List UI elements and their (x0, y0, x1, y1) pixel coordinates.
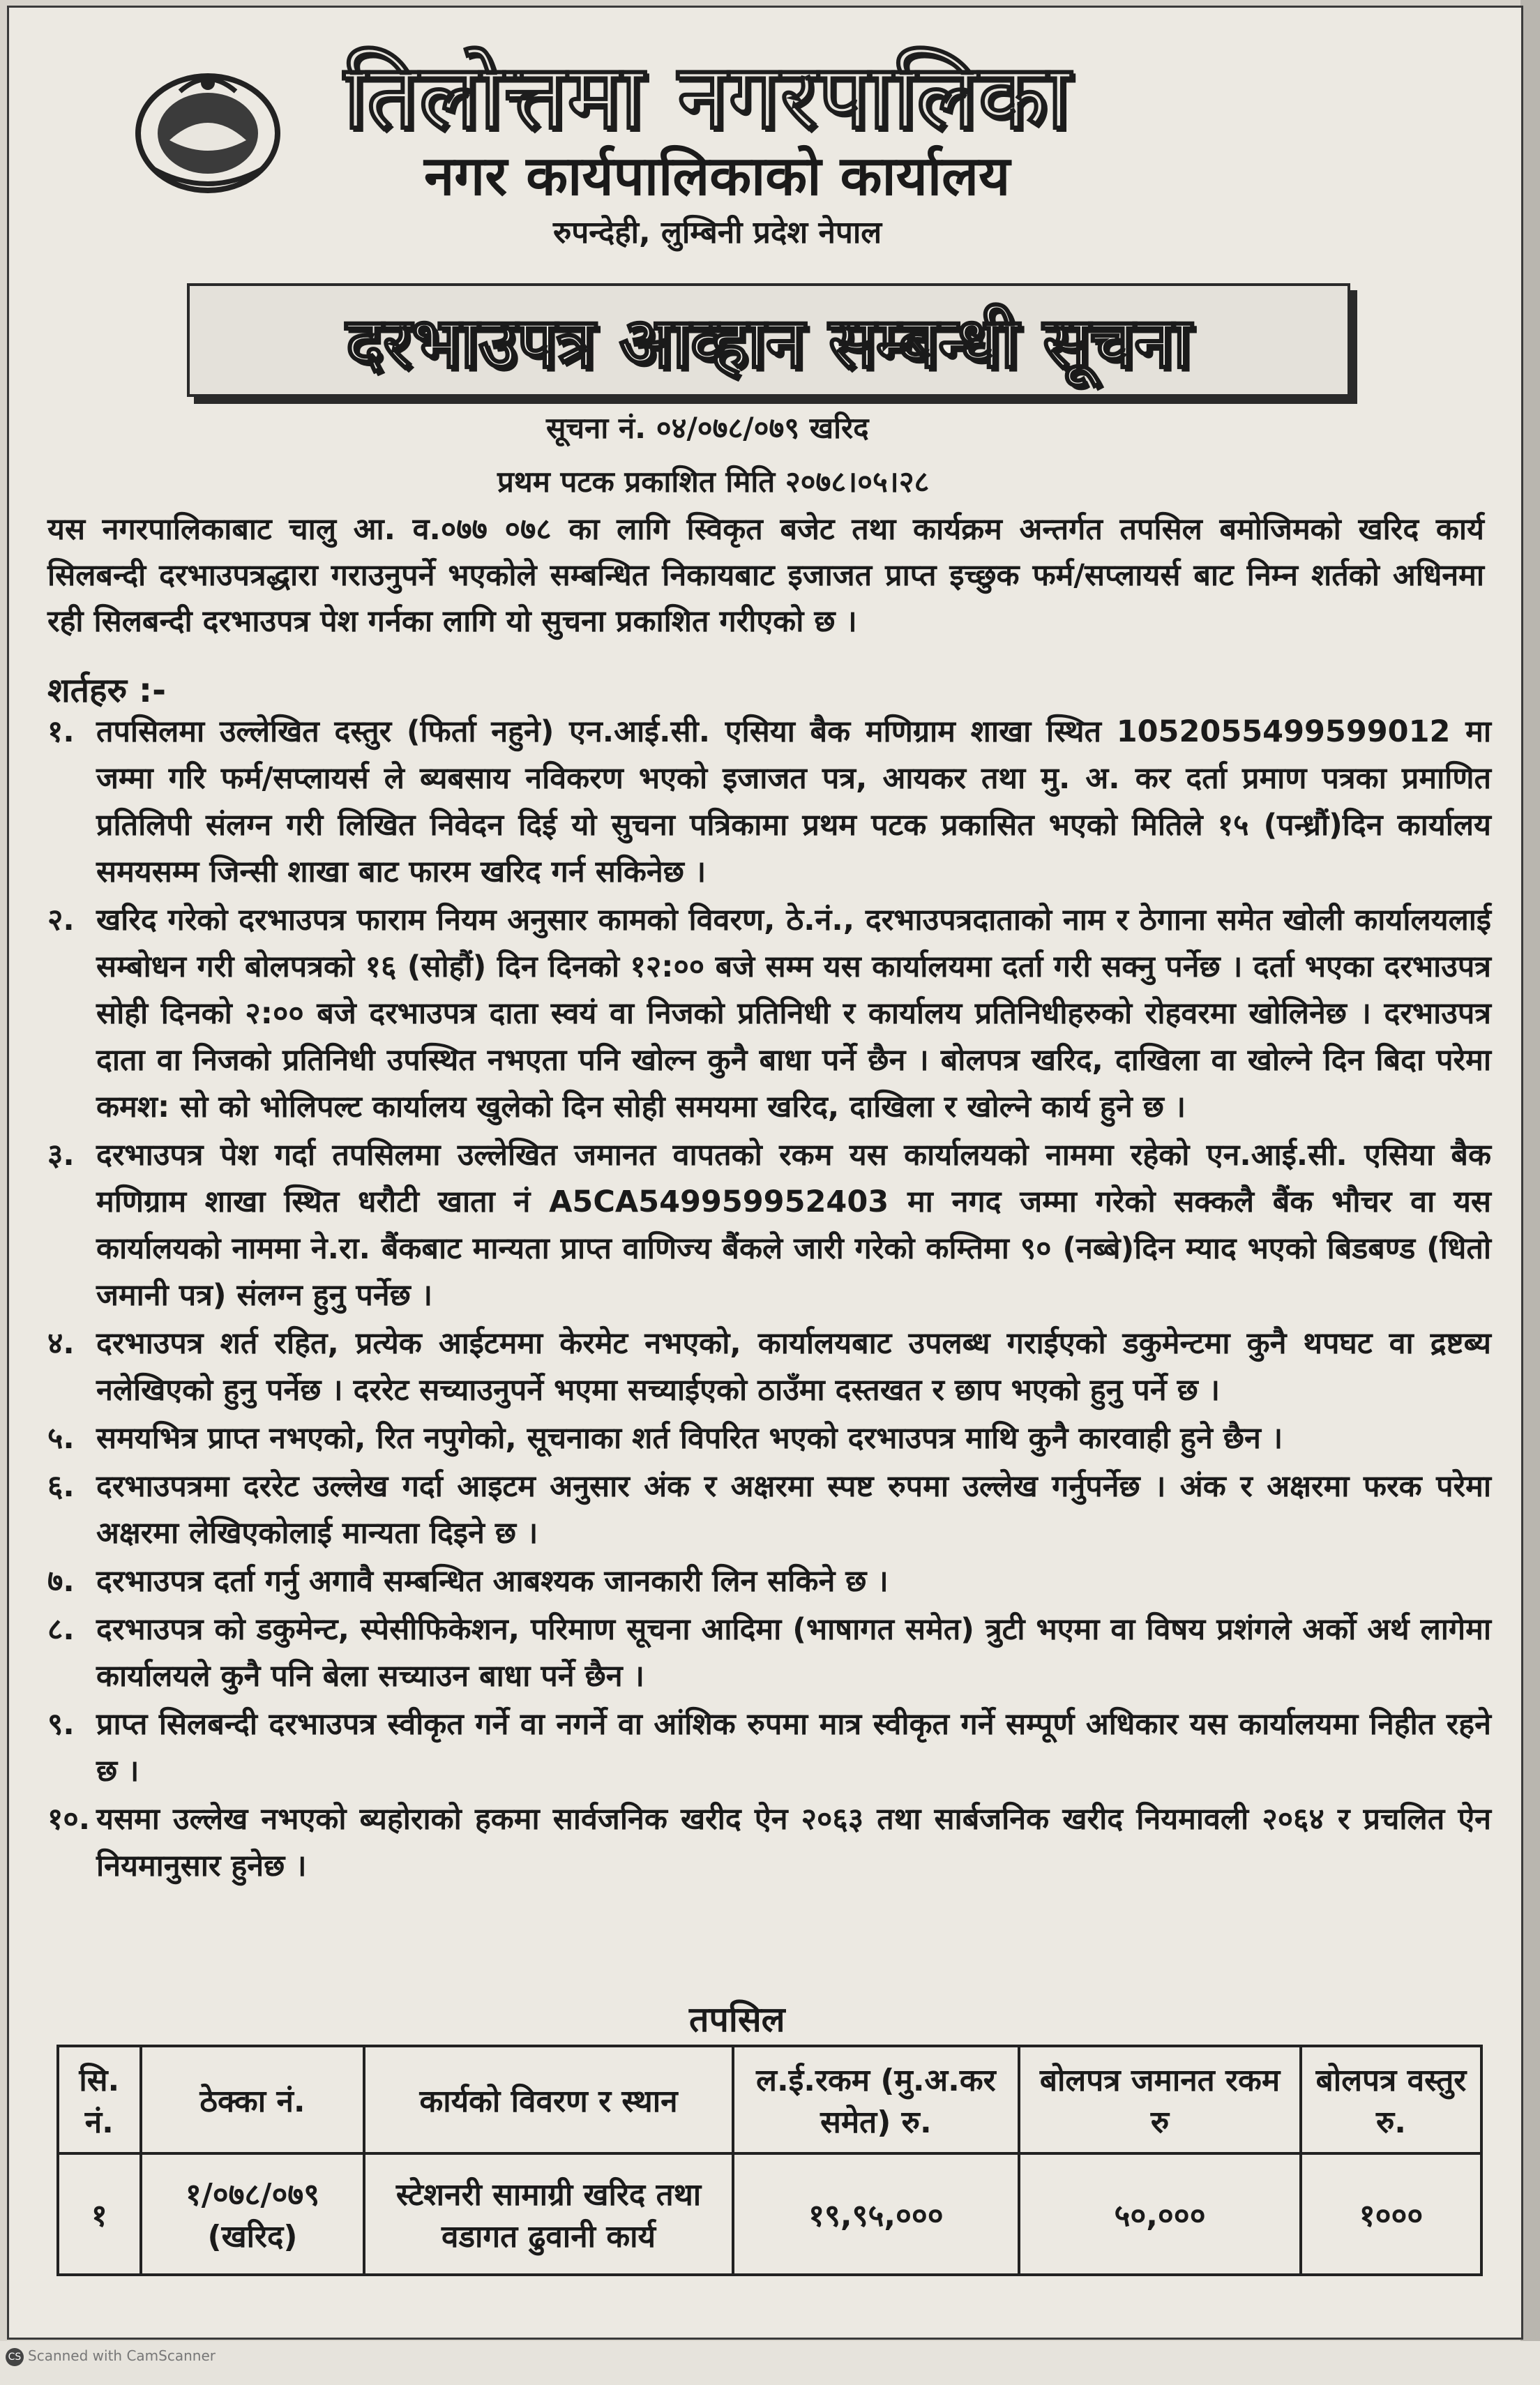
notice-title: दरभाउपत्र आव्हान सम्बन्धी सूचना (346, 301, 1191, 384)
publication-date: प्रथम पटक प्रकाशित मिति २०७८।०५।२८ (497, 465, 930, 499)
column-header: ठेक्का नं. (141, 2046, 365, 2153)
table-cell: १९,९५,००० (733, 2153, 1019, 2275)
table-cell: १ (58, 2153, 141, 2275)
term-item (47, 1321, 1491, 1414)
term-number: ८. (47, 1612, 75, 1647)
scan-footer (0, 2341, 1540, 2385)
column-header: कार्यको विवरण र स्थान (364, 2046, 732, 2153)
term-text: दरभाउपत्र शर्त रहित, प्रत्येक आईटममा केरमेट नभएको, कार्यालयबाट उपलब्ध गराईएको डकुमेन्टमा कुनै थपघट वा द्रष्टब्य नलेखिएको हुनु पर्नेछ । दररेट सच्याउनुपर्ने भएमा सच्याईएको ठाउँमा दस्तखत र छाप भएको हुनु पर्ने छ । (96, 1326, 1491, 1408)
office-name: नगर कार्यपालिकाको कार्यालय (424, 145, 1011, 208)
schedule-heading: तपसिल (689, 1999, 785, 2040)
term-text: प्राप्त सिलबन्दी दरभाउपत्र स्वीकृत गर्ने वा नगर्ने वा आंशिक रुपमा मात्र स्वीकृत गर्ने सम्पूर्ण अधिकार यस कार्यालयमा निहीत रहने छ । (96, 1707, 1491, 1789)
table-cell: १००० (1301, 2153, 1481, 2275)
term-text: दरभाउपत्र को डकुमेन्ट, स्पेसीफिकेशन, परिमाण सूचना आदिमा (भाषागत समेत) त्रुटी भएमा वा विषय प्रशंगले अर्को अर्थ लागेमा कार्यालयले कुनै पनि बेला सच्याउन बाधा पर्ने छैन । (96, 1612, 1491, 1694)
term-item (47, 1415, 1491, 1462)
term-number: ५. (47, 1421, 75, 1456)
column-header: बोलपत्र जमानत रकम रु (1019, 2046, 1301, 2153)
camscanner-logo-icon: CS (6, 2348, 24, 2366)
column-header: बोलपत्र वस्तुर रु. (1301, 2046, 1481, 2153)
table-cell: ५०,००० (1019, 2153, 1301, 2275)
term-number: ९. (47, 1707, 75, 1742)
term-item (47, 1132, 1491, 1319)
term-item (47, 1464, 1491, 1557)
term-number: ६. (47, 1469, 75, 1504)
term-number: ३. (47, 1138, 75, 1173)
table-cell: स्टेशनरी सामाग्री खरिद तथा वडागत ढुवानी कार्य (364, 2153, 732, 2275)
table-row (58, 2153, 1481, 2275)
municipality-name: तिलोत्तमा नगरपालिका (344, 45, 1072, 149)
notice-title-banner (187, 283, 1350, 397)
term-text: समयभित्र प्राप्त नभएको, रित नपुगेको, सूचनाका शर्त विपरित भएको दरभाउपत्र माथि कुनै कारवाही हुने छैन । (96, 1421, 1283, 1456)
term-item (47, 709, 1491, 896)
notice-number: सूचना नं. ०४/०७८/०७९ खरिद (546, 411, 869, 445)
term-item (47, 1558, 1491, 1605)
term-item (47, 897, 1491, 1131)
intro-paragraph: यस नगरपालिकाबाट चालु आ. व.०७७ ०७८ का लागि स्विकृत बजेट तथा कार्यक्रम अन्तर्गत तपसिल बमोजिमको खरिद कार्य सिलबन्दी दरभाउपत्रद्धारा गराउनुपर्ने भएकोले सम्बन्धित निकायबाट इजाजत प्राप्त इच्छुक फर्म/सप्लायर्स बाट निम्न शर्तको अधिनमा रही सिलबन्दी दरभाउपत्र पेश गर्नका लागि यो सुचना प्रकाशित गरीएको छ । (47, 512, 1484, 639)
photo-background-edge (1520, 0, 1540, 2385)
term-number: ७. (47, 1564, 75, 1599)
term-item (47, 1796, 1491, 1890)
terms-heading: शर्तहरु :- (47, 671, 167, 710)
term-number: १०. (47, 1802, 91, 1837)
table-cell: १/०७८/०७९ (खरिद) (141, 2153, 365, 2275)
term-number: १. (47, 714, 75, 749)
term-text: दरभाउपत्र दर्ता गर्नु अगावै सम्बन्धित आबश्यक जानकारी लिन सकिने छ । (96, 1564, 889, 1599)
table-header-row (58, 2046, 1481, 2153)
term-text: यसमा उल्लेख नभएको ब्यहोराको हकमा सार्वजनिक खरीद ऐन २०६३ तथा सार्बजनिक खरीद नियमावली २०६४ र प्रचलित ऐन नियमानुसार हुनेछ । (96, 1802, 1491, 1883)
term-item (47, 1701, 1491, 1795)
term-text: खरिद गरेको दरभाउपत्र फाराम नियम अनुसार कामको विवरण, ठे.नं., दरभाउपत्रदाताको नाम र ठेगाना समेत खोली कार्यालयलाई सम्बोधन गरी बोलपत्रको १६ (सोहौं) दिन दिनको १२:०० बजे सम्म यस कार्यालयमा दर्ता गरी सक्नु पर्नेछ । दर्ता भएका दरभाउपत्र सोही दिनको २:०० बजे दरभाउपत्र दाता स्वयं वा निजको प्रतिनिधी र कार्यालय प्रतिनिधीहरुको रोहवरमा खोलिनेछ । दरभाउपत्र दाता वा निजको प्रतिनिधी उपस्थित नभएता पनि खोल्न कुनै बाधा पर्ने छैन । बोलपत्र खरिद, दाखिला वा खोल्ने दिन बिदा परेमा कमश: सो को भोलिपल्ट कार्यालय खुलेको दिन सोही समयमा खरिद, दाखिला र खोल्ने कार्य हुने छ । (96, 903, 1491, 1124)
scanner-watermark (6, 2347, 216, 2366)
column-header: ल.ई.रकम (मु.अ.कर समेत) रु. (733, 2046, 1019, 2153)
term-number: २. (47, 903, 75, 938)
notice-paper (7, 6, 1523, 2340)
watermark-text: Scanned with CamScanner (28, 2347, 216, 2364)
term-text: दरभाउपत्रमा दररेट उल्लेख गर्दा आइटम अनुसार अंक र अक्षरमा स्पष्ट रुपमा उल्लेख गर्नुपर्नेछ । अंक र अक्षरमा फरक परेमा अक्षरमा लेखिएकोलाई मान्यता दिइने छ । (96, 1469, 1491, 1551)
term-text: दरभाउपत्र पेश गर्दा तपसिलमा उल्लेखित जमानत वापतको रकम यस कार्यालयको नाममा रहेको एन.आई.सी. एसिया बैक मणिग्राम शाखा स्थित धरौटी खाता नं A5CA549959952403 मा नगद जम्मा गरेको सक्कलै बैंक भौचर वा यस कार्यालयको नाममा ने.रा. बैंकबाट मान्यता प्राप्त वाणिज्य बैंकले जारी गरेको कम्तिमा ९० (नब्बे)दिन म्याद भएको बिडबण्ड (धितो जमानी पत्र) संलग्न हुनु पर्नेछ । (96, 1138, 1491, 1313)
column-header: सि. नं. (58, 2046, 141, 2153)
term-number: ४. (47, 1326, 75, 1361)
term-item (47, 1607, 1491, 1700)
terms-list (47, 709, 1491, 1891)
schedule-table (56, 2045, 1483, 2276)
term-text: तपसिलमा उल्लेखित दस्तुर (फिर्ता नहुने) एन.आई.सी. एसिया बैक मणिग्राम शाखा स्थित 1052055499599012 मा जम्मा गरि फर्म/सप्लायर्स ले ब्यबसाय नविकरण भएको इजाजत पत्र, आयकर तथा मु. अ. कर दर्ता प्रमाण पत्रका प्रमाणित प्रतिलिपी संलग्न गरी लिखित निवेदन दिई यो सुचना पत्रिकामा प्रथम पटक प्रकासित भएको मितिले १५ (पन्ध्रौं)दिन कार्यालय समयसम्म जिन्सी शाखा बाट फारम खरिद गर्न सकिनेछ । (96, 714, 1491, 889)
office-location: रुपन्देही, लुम्बिनी प्रदेश नेपाल (553, 215, 882, 250)
nepal-emblem-icon (131, 63, 285, 196)
